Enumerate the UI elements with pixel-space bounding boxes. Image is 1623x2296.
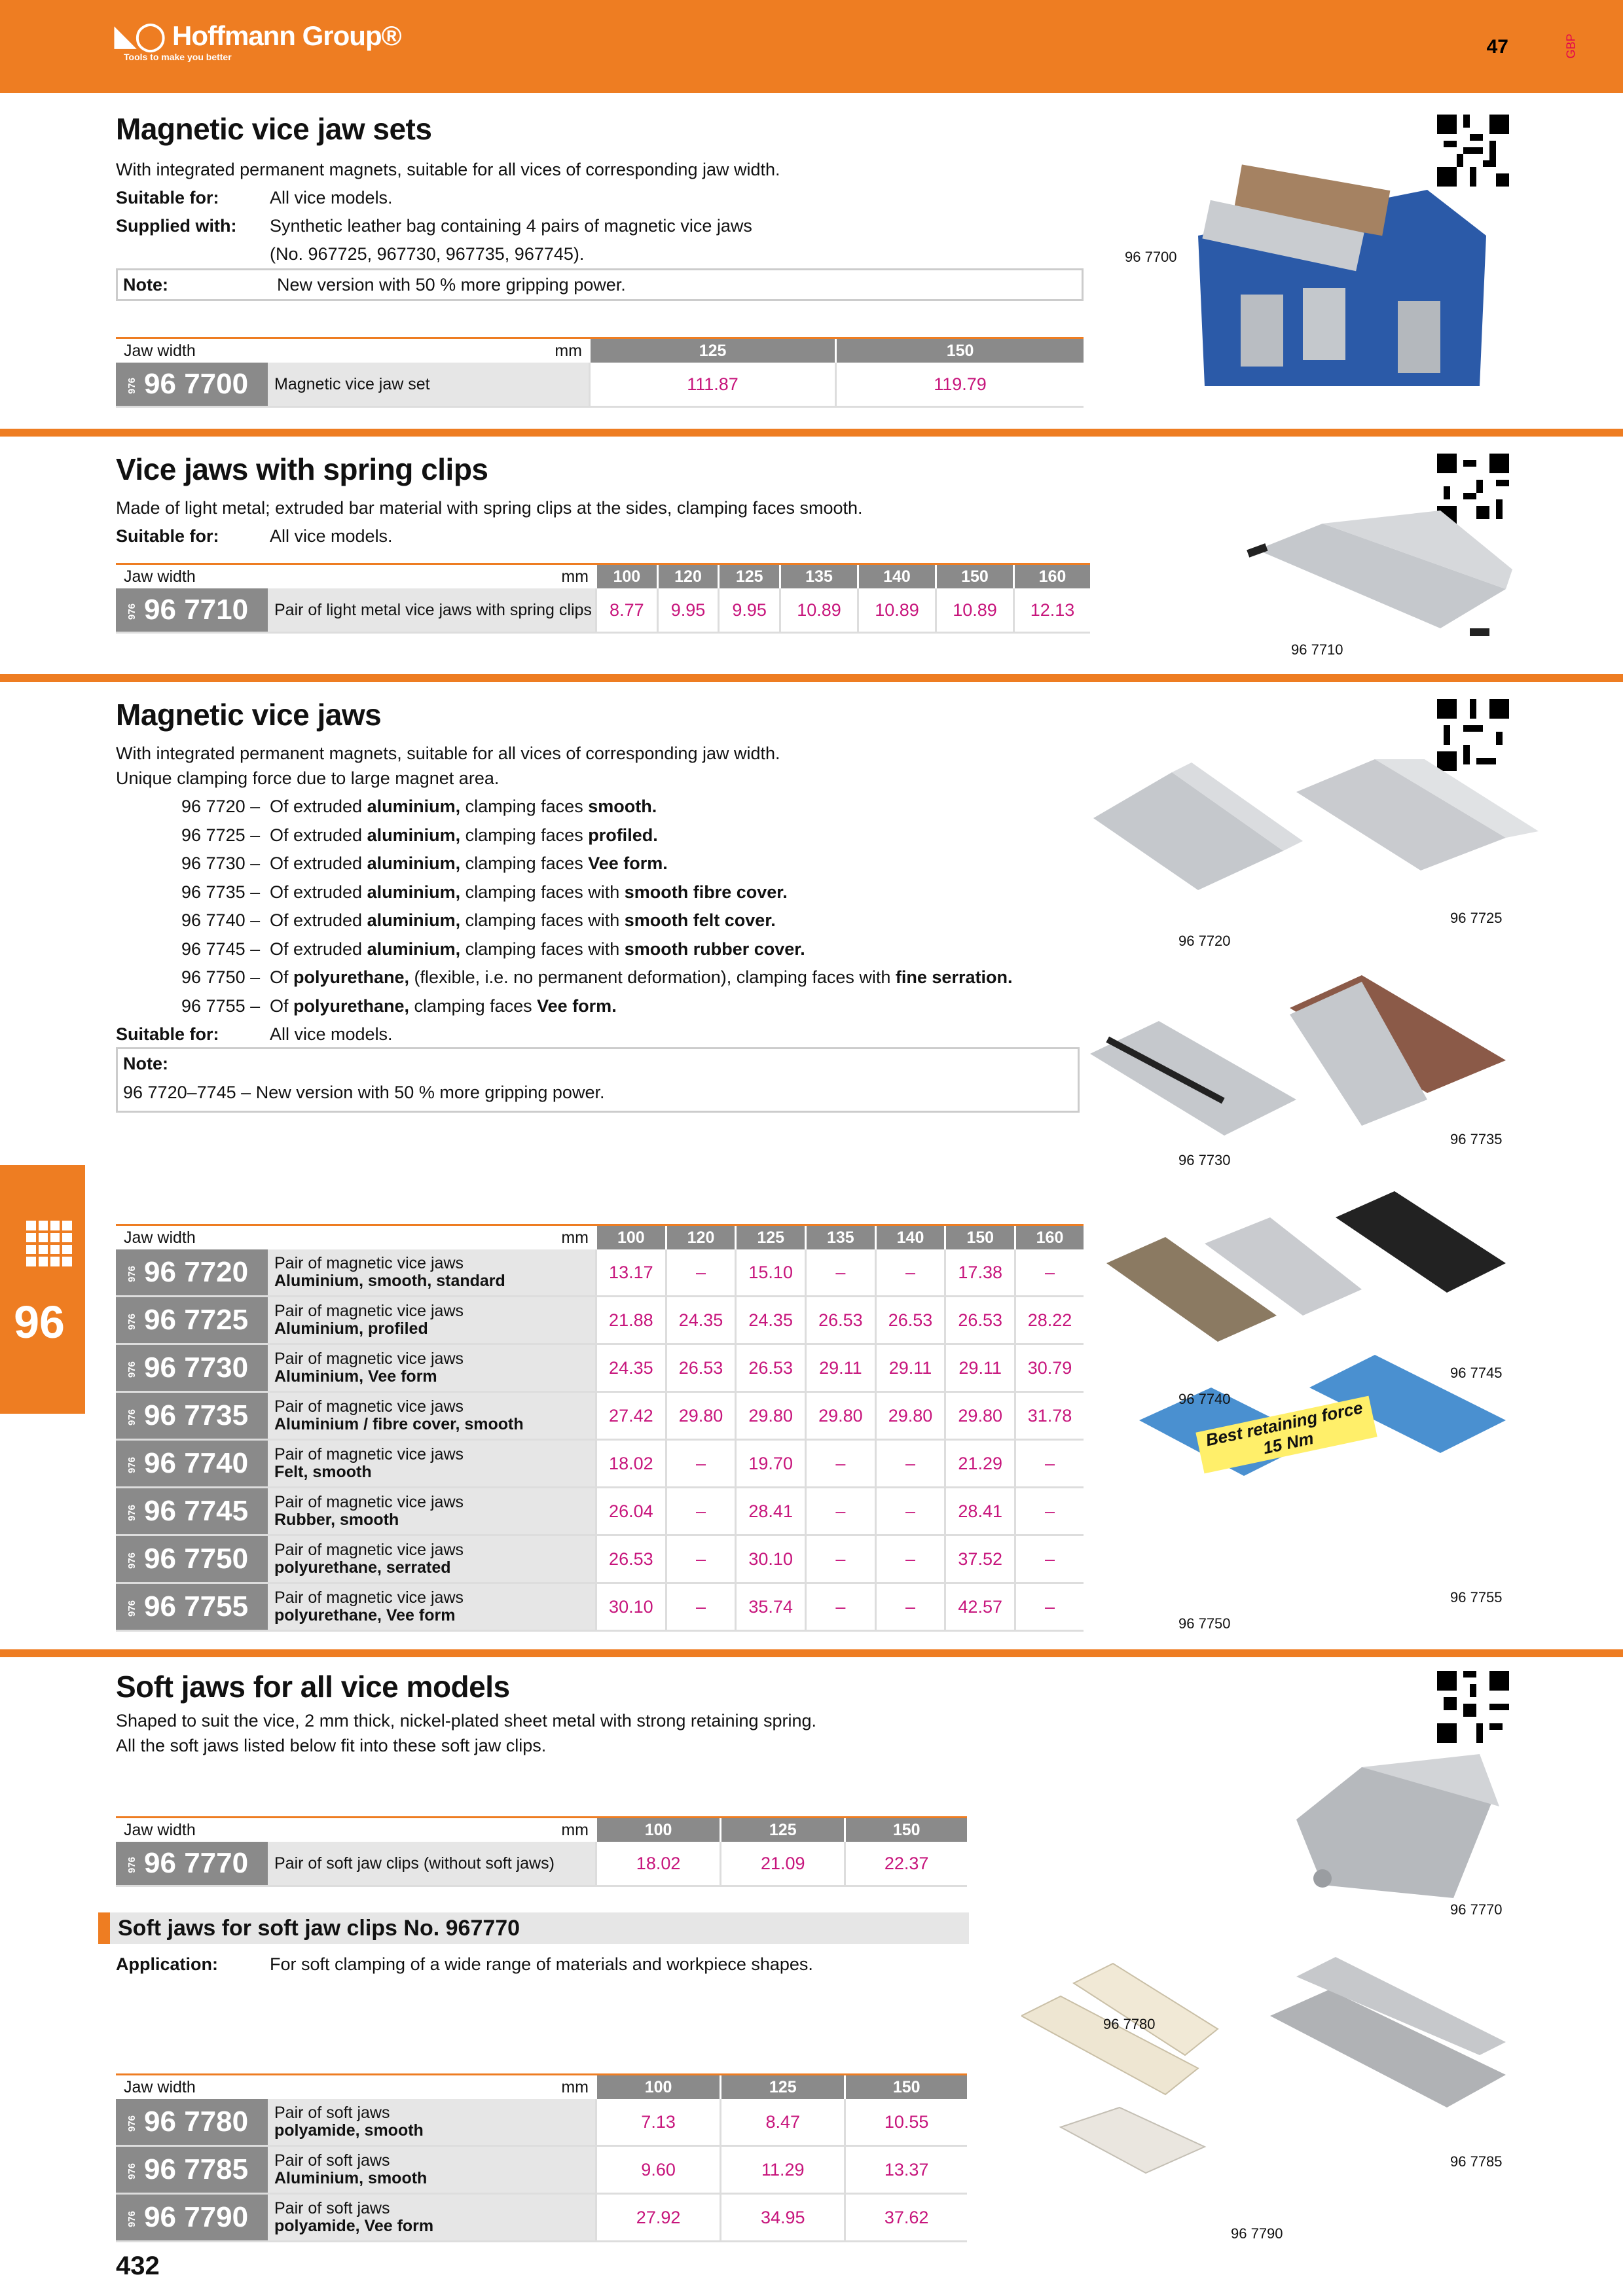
variant-item: 96 7735 – Of extruded aluminium, clamping faces with smooth fibre cover. (181, 882, 788, 902)
size-header: 140 (875, 1225, 945, 1250)
section-title: Vice jaws with spring clips (116, 452, 488, 486)
price-cell: 28.22 (1015, 1297, 1084, 1344)
price-cell: – (1015, 1488, 1084, 1535)
price-cell: 31.78 (1015, 1392, 1084, 1440)
price-cell: 10.55 (845, 2099, 967, 2146)
unit-label: mm (268, 2075, 596, 2100)
article-code: 976 96 7755 (116, 1583, 268, 1631)
image-label: 96 7745 (1450, 1365, 1503, 1381)
article-description: Pair of magnetic vice jaws Aluminium / fibre cover, smooth (268, 1392, 596, 1440)
price-cell: – (1015, 1440, 1084, 1488)
price-cell: 37.52 (945, 1535, 1015, 1583)
table-row[interactable] (116, 2146, 967, 2194)
price-cell: – (875, 1535, 945, 1583)
size-header: 150 (845, 1818, 967, 1842)
article-code: 976 96 7790 (116, 2194, 268, 2242)
price-cell: 7.13 (596, 2099, 721, 2146)
price-cell: – (666, 1488, 736, 1535)
table-row[interactable] (116, 1440, 1084, 1488)
article-code: 976 96 7710 (116, 588, 268, 633)
price-cell: 35.74 (736, 1583, 806, 1631)
size-header: 100 (596, 564, 658, 589)
price-cell: 21.88 (596, 1297, 666, 1344)
size-header: 160 (1013, 564, 1090, 589)
size-header: 120 (666, 1225, 736, 1250)
price-cell: – (806, 1583, 876, 1631)
image-label: 96 7720 (1178, 933, 1231, 949)
section-title: Magnetic vice jaw sets (116, 112, 432, 146)
table-row[interactable] (116, 2099, 967, 2146)
product-images (1087, 759, 1611, 1636)
unit-label: mm (268, 1225, 596, 1250)
price-cell: 18.02 (596, 1842, 721, 1886)
price-cell: 8.77 (596, 588, 658, 633)
price-cell: 30.79 (1015, 1344, 1084, 1392)
image-label: 96 7750 (1178, 1615, 1231, 1632)
table-row[interactable] (116, 363, 1084, 407)
variant-item: 96 7720 – Of extruded aluminium, clamping faces smooth. (181, 797, 657, 816)
size-header: 150 (836, 338, 1084, 363)
price-cell: 27.42 (596, 1392, 666, 1440)
size-header: 135 (806, 1225, 876, 1250)
unit-label: mm (268, 1818, 596, 1842)
article-code: 976 96 7735 (116, 1392, 268, 1440)
table-row[interactable] (116, 1249, 1084, 1297)
article-code: 976 96 7725 (116, 1297, 268, 1344)
price-cell: 34.95 (721, 2194, 845, 2242)
article-code: 976 96 7745 (116, 1488, 268, 1535)
price-cell: 9.95 (657, 588, 719, 633)
image-label: 96 7725 (1450, 910, 1503, 926)
price-cell: 29.80 (666, 1392, 736, 1440)
price-cell: 29.11 (875, 1344, 945, 1392)
image-label: 96 7740 (1178, 1391, 1231, 1407)
price-cell: 29.80 (806, 1392, 876, 1440)
variant-item: 96 7745 – Of extruded aluminium, clamping faces with smooth rubber cover. (181, 939, 805, 959)
price-cell: 26.53 (596, 1535, 666, 1583)
jaw-width-label: Jaw width (116, 2075, 268, 2100)
section-title: Soft jaws for all vice models (116, 1670, 510, 1704)
price-cell: 26.53 (875, 1297, 945, 1344)
size-header: 125 (719, 564, 780, 589)
section-divider (0, 674, 1623, 682)
article-code: 976 96 7700 (116, 363, 268, 407)
article-description: Pair of soft jaws Aluminium, smooth (268, 2146, 596, 2194)
article-description: Pair of soft jaws polyamide, Vee form (268, 2194, 596, 2242)
price-cell: – (666, 1440, 736, 1488)
section-description: With integrated permanent magnets, suitable for all vices of corresponding jaw width. Unique clamping force due to large magnet area. 96 7720 – Of extruded aluminium, clamping faces smooth. 96 7725 – Of extruded aluminium, clamping faces profiled. 96 7730 – Of extruded aluminium, clamping faces Vee form. 96 7735 – Of extruded aluminium, clamping faces with smooth fibre cover. 96 7740 – Of extruded aluminium, clamping faces with smooth felt cover. 96 7745 – Of extruded aluminium, clamping faces with smooth rubber cover. 96 7750 – Of polyurethane, (flexible, i.e. no permanent deformation), clamping faces with fine serration. 96 7755 – Of polyurethane, clamping faces Vee form. Suitable for: All vice models. (116, 740, 1098, 1049)
price-cell: – (1015, 1249, 1084, 1297)
price-cell: – (1015, 1583, 1084, 1631)
size-header: 120 (657, 564, 719, 589)
jaw-width-label: Jaw width (116, 1818, 268, 1842)
image-label: 96 7770 (1450, 1901, 1503, 1918)
table-row[interactable] (116, 588, 1090, 633)
size-header: 125 (736, 1225, 806, 1250)
price-cell: 29.80 (736, 1392, 806, 1440)
price-cell: – (666, 1249, 736, 1297)
section-divider (0, 429, 1623, 437)
note-box: Note: 96 7720–7745 – New version with 50 % more gripping power. (116, 1047, 1080, 1113)
article-description: Pair of magnetic vice jaws Felt, smooth (268, 1440, 596, 1488)
jaw-width-label: Jaw width (116, 1225, 268, 1250)
price-cell: 10.89 (936, 588, 1013, 633)
size-header: 150 (845, 2075, 967, 2100)
image-label: 96 7735 (1450, 1131, 1503, 1147)
table-row[interactable] (116, 1488, 1084, 1535)
image-label: 96 7700 (1125, 249, 1177, 265)
jaw-width-label: Jaw width (116, 564, 268, 589)
size-header: 160 (1015, 1225, 1084, 1250)
variant-list (116, 793, 1098, 1020)
price-cell: – (806, 1535, 876, 1583)
price-cell: – (806, 1249, 876, 1297)
table-row[interactable] (116, 1535, 1084, 1583)
price-cell: – (666, 1583, 736, 1631)
article-code: 976 96 7720 (116, 1249, 268, 1297)
section-description: Shaped to suit the vice, 2 mm thick, nickel-plated sheet metal with strong retaining spring. All the soft jaws listed below fit into these soft jaw clips. (116, 1711, 817, 1755)
product-image (1178, 164, 1506, 399)
price-cell: 28.41 (736, 1488, 806, 1535)
product-image (1244, 497, 1519, 655)
page-number-top: 47 (1486, 36, 1508, 58)
table-row[interactable] (116, 1583, 1084, 1631)
subsection-header (98, 1912, 969, 1944)
price-cell: 26.53 (806, 1297, 876, 1344)
section-description: With integrated permanent magnets, suitable for all vices of corresponding jaw width. Suitable for: All vice models. Supplied with: Synthetic leather bag containing 4 pairs of magnetic vice jaws (No. 967725, 967730, 967735, 967745). (116, 160, 780, 264)
price-cell: 37.62 (845, 2194, 967, 2242)
variant-item: 96 7740 – Of extruded aluminium, clamping faces with smooth felt cover. (181, 910, 776, 930)
price-cell: 26.53 (666, 1344, 736, 1392)
price-cell: 13.17 (596, 1249, 666, 1297)
article-description: Pair of soft jaw clips (without soft jaws) (268, 1842, 596, 1886)
price-cell: 30.10 (736, 1535, 806, 1583)
price-cell: 119.79 (836, 363, 1084, 407)
price-cell: – (1015, 1535, 1084, 1583)
article-code: 976 96 7785 (116, 2146, 268, 2194)
article-code: 976 96 7780 (116, 2099, 268, 2146)
price-cell: 29.80 (945, 1392, 1015, 1440)
currency-label: GBP (1564, 33, 1578, 59)
size-header: 150 (945, 1225, 1015, 1250)
price-cell: 19.70 (736, 1440, 806, 1488)
price-cell: – (875, 1583, 945, 1631)
price-cell: 27.92 (596, 2194, 721, 2242)
price-cell: 26.04 (596, 1488, 666, 1535)
article-description: Pair of magnetic vice jaws Rubber, smooth (268, 1488, 596, 1535)
price-cell: 11.29 (721, 2146, 845, 2194)
price-cell: 22.37 (845, 1842, 967, 1886)
price-cell: 29.11 (945, 1344, 1015, 1392)
section-description: Made of light metal; extruded bar material with spring clips at the sides, clamping faces smooth. Suitable for: All vice models. (116, 498, 863, 546)
image-label: 96 7780 (1103, 2016, 1156, 2032)
price-cell: 26.53 (736, 1344, 806, 1392)
price-cell: 10.89 (858, 588, 936, 633)
price-cell: 12.13 (1013, 588, 1090, 633)
price-cell: 17.38 (945, 1249, 1015, 1297)
side-tab-number: 96 (14, 1297, 65, 1348)
article-code: 976 96 7750 (116, 1535, 268, 1583)
price-cell: – (875, 1488, 945, 1535)
article-description: Pair of magnetic vice jaws Aluminium, Vee form (268, 1344, 596, 1392)
brand-tagline: Tools to make you better (124, 52, 232, 62)
price-cell: 28.41 (945, 1488, 1015, 1535)
price-cell: 18.02 (596, 1440, 666, 1488)
page-number-bottom: 432 (116, 2251, 160, 2280)
size-header: 125 (721, 1818, 845, 1842)
price-cell: – (666, 1535, 736, 1583)
article-description: Pair of magnetic vice jaws polyurethane, Vee form (268, 1583, 596, 1631)
price-cell: 24.35 (736, 1297, 806, 1344)
variant-item: 96 7725 – Of extruded aluminium, clamping faces profiled. (181, 825, 658, 845)
price-cell: 24.35 (666, 1297, 736, 1344)
price-cell: 8.47 (721, 2099, 845, 2146)
article-code: 976 96 7730 (116, 1344, 268, 1392)
article-description: Pair of magnetic vice jaws Aluminium, profiled (268, 1297, 596, 1344)
image-label: 96 7730 (1178, 1152, 1231, 1168)
image-label: 96 7755 (1450, 1589, 1503, 1605)
application-text: Application: For soft clamping of a wide range of materials and workpiece shapes. (116, 1954, 813, 1974)
article-code: 976 96 7740 (116, 1440, 268, 1488)
qr-code-icon[interactable] (1437, 1671, 1509, 1743)
image-label: 96 7710 (1291, 641, 1343, 658)
note-box: Note: New version with 50 % more gripping power. (116, 268, 1084, 301)
article-code: 976 96 7770 (116, 1842, 268, 1886)
table-row[interactable] (116, 2194, 967, 2242)
price-cell: – (875, 1440, 945, 1488)
article-description: Pair of magnetic vice jaws Aluminium, smooth, standard (268, 1249, 596, 1297)
size-header: 125 (721, 2075, 845, 2100)
price-table (116, 337, 1084, 408)
size-header: 100 (596, 1818, 721, 1842)
table-row[interactable] (116, 1297, 1084, 1344)
price-cell: 30.10 (596, 1583, 666, 1631)
price-cell: – (806, 1440, 876, 1488)
price-cell: 21.29 (945, 1440, 1015, 1488)
article-description: Magnetic vice jaw set (268, 363, 590, 407)
article-description: Pair of magnetic vice jaws polyurethane, serrated (268, 1535, 596, 1583)
image-label: 96 7785 (1450, 2153, 1503, 2170)
size-header: 100 (596, 1225, 666, 1250)
side-tab (0, 1165, 85, 1414)
table-row[interactable] (116, 1842, 967, 1886)
price-cell: – (875, 1249, 945, 1297)
brand-name: Hoffmann Group (172, 20, 382, 51)
price-table (116, 2073, 967, 2242)
logo-icon: ◣◯ (115, 20, 166, 51)
size-header: 140 (858, 564, 936, 589)
size-header: 100 (596, 2075, 721, 2100)
unit-label: mm (268, 338, 590, 363)
price-cell: 24.35 (596, 1344, 666, 1392)
price-cell: 10.89 (780, 588, 858, 633)
section-divider (0, 1649, 1623, 1657)
variant-item: 96 7750 – Of polyurethane, (flexible, i.e. no permanent deformation), clamping faces with fine serration. (181, 967, 1013, 987)
size-header: 150 (936, 564, 1013, 589)
size-header: 135 (780, 564, 858, 589)
price-cell: – (806, 1488, 876, 1535)
price-cell: 9.95 (719, 588, 780, 633)
size-header: 125 (590, 338, 836, 363)
price-cell: 29.80 (875, 1392, 945, 1440)
price-cell: 42.57 (945, 1583, 1015, 1631)
brand-logo: ◣◯ Hoffmann Group® Tools to make you better (115, 20, 401, 62)
product-image (1283, 1741, 1506, 1911)
grid-icon (26, 1221, 72, 1266)
price-cell: 29.11 (806, 1344, 876, 1392)
variant-item: 96 7730 – Of extruded aluminium, clamping faces Vee form. (181, 853, 668, 873)
price-cell: 13.37 (845, 2146, 967, 2194)
unit-label: mm (268, 564, 596, 589)
price-cell: 15.10 (736, 1249, 806, 1297)
price-table (116, 1224, 1084, 1632)
jaw-width-label: Jaw width (116, 338, 268, 363)
subsection-title: Soft jaws for soft jaw clips No. 967770 (118, 1916, 520, 1941)
price-table (116, 563, 1090, 634)
product-images (1021, 1924, 1519, 2265)
table-row[interactable] (116, 1344, 1084, 1392)
price-cell: 21.09 (721, 1842, 845, 1886)
section-title: Magnetic vice jaws (116, 698, 382, 732)
image-label: 96 7790 (1231, 2225, 1283, 2242)
promo-banner: Best retaining force 15 Nm (1195, 1396, 1377, 1474)
table-row[interactable] (116, 1392, 1084, 1440)
price-cell: 111.87 (590, 363, 836, 407)
article-description: Pair of soft jaws polyamide, smooth (268, 2099, 596, 2146)
price-cell: 9.60 (596, 2146, 721, 2194)
article-description: Pair of light metal vice jaws with spring clips (268, 588, 596, 633)
variant-item: 96 7755 – Of polyurethane, clamping faces Vee form. (181, 996, 617, 1016)
price-cell: 26.53 (945, 1297, 1015, 1344)
price-table (116, 1816, 967, 1887)
